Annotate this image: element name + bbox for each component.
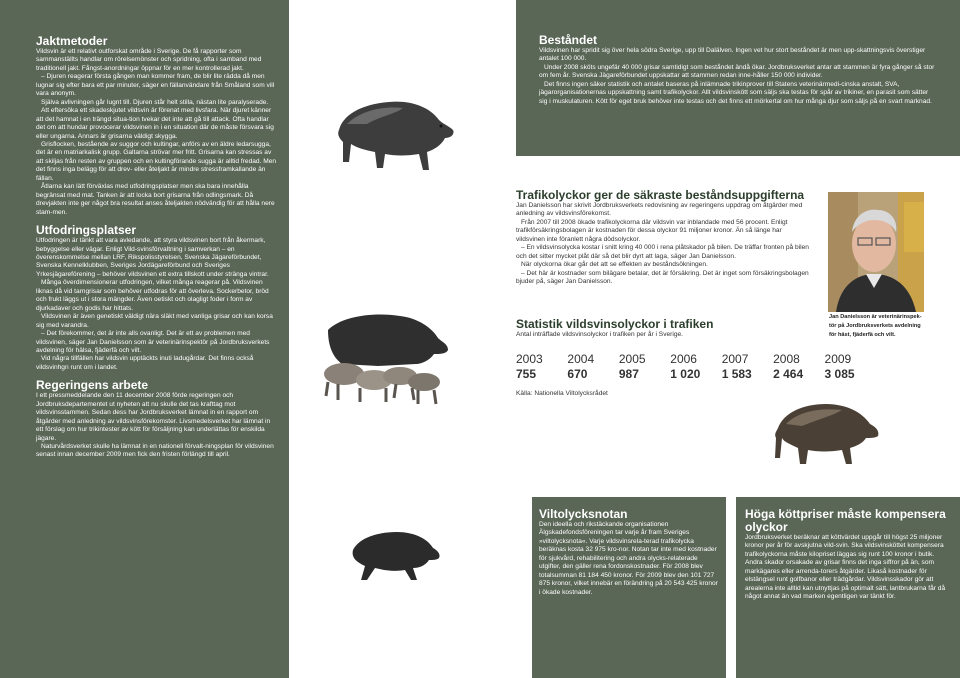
paragraph: Den ideella och rikstäckande organisationen Älgskadefondsföreningen tar varje år fram Sveriges »viltolycksnota«. Varje vildsvinsrela-terad trafikolycka beräknas kosta 32 975 kro-nor. Notan tar inte med kostnader för sjukvård, rehabilitering och andra olycks-relaterade utgifter, den gäller rena fordonskostnader. För 2008 blev totalsumman 81 184 450 kronor. För 2009 blev den 101 727 875 kronor, vilket innebär en förändring på 20 543 425 kronor i ökade kostnader. [539,521,718,596]
value-cell: 3 085 [824,367,855,381]
heading-trafikolyckor: Trafikolyckor ger de säkraste beståndsuppgifterna [516,188,805,202]
section-trafikolyckor [516,189,812,287]
year-cell: 2004 [567,352,595,366]
viltolycksnotan-panel [532,497,726,678]
caption-line: för häst, fjäderfä och vilt. [829,332,896,338]
running-boar-illustration [349,528,441,584]
bestandet-panel [516,0,960,156]
value-cell: 987 [618,367,639,381]
wild-boar-illustration [333,96,457,176]
statistik-subtitle: Antal inträffade vildsvinsolyckor i trafiken per år i Sverige. [516,331,683,338]
year-cell: 2003 [516,352,543,366]
paragraph: I ett pressmeddelande den 11 december 2008 förde regeringen och Jordbruksdepartementet ut nyheten att nu skulle det tas krafttag mot vildsvinsstammen. Sedan dess har Jordbruksverket lämnat in en rapport om åtgärder med anledning av vildsvinsförekomster. Livsmedelsverket har lämnat in ett förslag om hur trikintester av kött för försäljning kan underlättas för enskilda jägare. [36,392,271,442]
paragraph: När olyckorna ökar går det att se effekten av beståndsökningen. [521,261,708,269]
paragraph: – Djuren reagerar första gången man kommer fram, de blir lite rädda då men lugnar sig efter bara ett par minuter, säger en fällanvändare från Småland som vill vara anonym. [36,73,275,98]
heading-regeringens-arbete: Regeringens arbete [36,378,149,393]
year-cell: 2009 [824,352,852,366]
year-cell: 2005 [618,352,646,366]
paragraph: Från 2007 till 2008 ökade trafikolyckorna där vildsvin var inblandade med 56 procent. Enligt trafikförsäkringsbolagen är kostnaden för dessa olyckor 91 miljoner kronor. Än så länge har vildsvinen inte föranlett några dödsolyckor. [516,218,788,243]
standing-boar-illustration [772,398,884,470]
paragraph: Själva avlivningen går lugnt till. Djuren står helt stilla, nästan lite paralyserade. [41,98,269,106]
paragraph: Vildsvinen har spridit sig över hela södra Sverige, upp till Dalälven. Ingen vet hur stort beståndet är men upp-skattningsvis överstiger antalet 100 000. [539,47,926,63]
value-cell: 755 [516,367,537,381]
paragraph: Jan Danielsson har skrivit Jordbruksverkets redovisning av regeringens uppdrag om åtgärder med anledning av vildsvinsförekomst. [516,202,803,218]
heading-viltolycksnotan: Viltolycksnotan [539,507,628,521]
kottpriser-panel [736,497,960,678]
paragraph: – Det här är kostnader som bilägare betalar, det är försäkring. Det är inget som försäkringsbolagen bjuder på, säger Jan Danielsson. [516,269,809,286]
photo-caption [829,313,929,340]
paragraph: Naturvårdsverket skulle ha lämnat in en nationell förvalt-ningsplan för vildsvinen senast innan december 2009 men fick den fristen förlängd till april. [36,443,274,459]
year-cell: 2008 [773,352,800,366]
paragraph: Att eftersöka ett skadeskjutet vildsvin är förenat med livsfara. När djuret känner att det hamnat i en trängd situa-tion tvekar det inte att gå till attack. Ofta handlar det om att hundar provocerar vildsvinen in i en situation där de måste försvara sig eller ungarna. Annars är grisarna väldigt skygga. [36,107,274,140]
paragraph: Vid några tillfällen har vildsvin upptäckts inuti ladugårdar. Det finns också vildsvinhgn runt om i landet. [36,355,254,371]
section-statistik [516,318,816,339]
caption-line: Jan Danielsson är veterinärinspek- [829,314,922,320]
heading-kottpriser: Höga köttpriser måste kompensera olyckor [745,507,946,534]
heading-bestandet: Beståndet [539,33,598,47]
heading-utfodringsplatser: Utfodringsplatser [36,223,137,238]
caption-line: tör på Jordbruksverkets avdelning [829,323,921,329]
value-cell: 1 020 [670,367,701,381]
paragraph: Grisflocken, bestående av suggor och kultingar, anförs av en äldre ledarsugga, det är en matriarkalisk grupp. Galtarna strövar mer fritt. Grisarna kan stressas av att skiljas från resten av gruppen och en kultingförande sugga är alltid fredad. Men det finns inga belägg för att drev- eller åteljakt är mindre stressframkallande än fällan. [36,140,277,182]
portrait-photo [828,192,924,312]
statistics-source: Källa: Nationella Viltolycksrådet [516,390,608,397]
accident-statistics-table [516,352,876,382]
paragraph: – En vildsvinsolycka kostar i snitt kring 40 000 i rena plåtskador på bilen. De träffar fronten på bilen och det sitter mycket plåt där så det blir dyrt att laga, säger Jan Danielsson. [516,244,809,260]
value-cell: 2 464 [773,367,804,381]
heading-statistik: Statistik vildsvinsolyckor i trafiken [516,317,714,331]
section-utfodringsplatser [36,224,277,372]
paragraph: Många överdimensionerar utfodringen, vilket många reagerar på. Vildsvinen liknas då vid tarngrisar som behöver utfodras för att överleva. Sockerbetor, bröd och frukt läggs ut i stora mängder. Även oetiskt och olagligt foder i form av djurkadaver och godis har hittats. [36,279,269,312]
paragraph: Vildsvin är ett relativt outforskat område i Sverige. De få rapporter som sammanställts handlar om rörelsemönster och spridning, ofta i samband med traditionell jakt. Fångst-anordningar öppnar för en mer kontrollerad jakt. [36,48,262,72]
value-cell: 1 583 [721,367,752,381]
paragraph: Vildsvinen är även genetiskt väldigt nära släkt med vanliga grisar och kan korsa sig med varandra. [36,313,273,329]
table-row-values [516,367,876,382]
section-jaktmetoder [36,35,277,217]
table-row-years [516,352,876,367]
paragraph: Utfodringen är tänkt att vara avledande, att styra vildsvinen bort från åkermark, bebyggelse eller vägar. Enligt Vild-svinsförvaltning i samverkan – en överenskommelse mellan LRF, Rikspolisstyrelsen, Svenska Jägareförbundet, Svenska Kennelklubben, Sveriges Jordägareförbund och Sveriges Yrkesjägareförening – behöver vildsvinen ett extra tillskott under stränga vintrar. [36,237,269,278]
year-cell: 2006 [670,352,697,366]
section-regeringens-arbete [36,379,277,460]
paragraph: Under 2008 sköts ungefär 40 000 grisar samtidigt som beståndet ändå ökar. Jordbruksverket antar att stammen är fyra gånger så stor om fem år. Svenska Jägareförbundet uppskattar att stammen redan inne-håller 150 000 individer. [539,63,935,80]
value-cell: 670 [567,367,588,381]
sow-with-piglets-illustration [308,308,454,408]
paragraph: – Det förekommer, det är inte alls ovanligt. Det är ett av problemen med vildsvinen, säger Jan Danielsson som är veterinärinspektör på Jordbruksverkets avdelning för hälsa, fjäderfä och vilt. [36,330,270,354]
heading-jaktmetoder: Jaktmetoder [36,34,108,48]
paragraph: Det finns ingen säker statistik och antalet baseras på inlämnade trikinprover till Statens veterinärmedi-cinska anstalt, SVA, jägarorganisationernas uppskattning samt trafikolyckor. Allt vildsvinskött som säljs ska testas för spår av trikiner, en parasit som sätter sig i muskulaturen. Kött för eget bruk behöver inte testas och det finns ett mörkertal om hur många djur som säljs på en svart marknad. [539,80,932,105]
paragraph: Jordbruksverket beräknar att köttvärdet uppgår till högst 25 miljoner kronor per år för avskjutna vild-svin. Ska vildsvinsköttet kompensera trafikolyckorna måste kilopriset läggas sig runt 100 kronor i butik. Andra skador orsakade av grisar finns det inga siffror på än, som markägares eller arrenda-torers åtgärder. Likaså kostnader för elstängsel runt golfbanor eller trädgårdar. Vildsvinsskador gör att arealerna inte alltid kan utnyttjas på optimalt sätt, lantbrukarna får då något annat än vad marken egentligen var tänkt för. [745,534,946,601]
year-cell: 2007 [721,352,749,366]
left-column-panel [0,0,289,678]
paragraph: Åtlarna kan lätt förväxlas med utfodringsplatser men ska bara innehålla begränsat med mat. Tanken är att locka bort grisarna från odlingsmark. Då drevjakten inte ger något bra resultat anses åteljakten nödvändig för att hålla nere stam-men. [36,183,275,216]
